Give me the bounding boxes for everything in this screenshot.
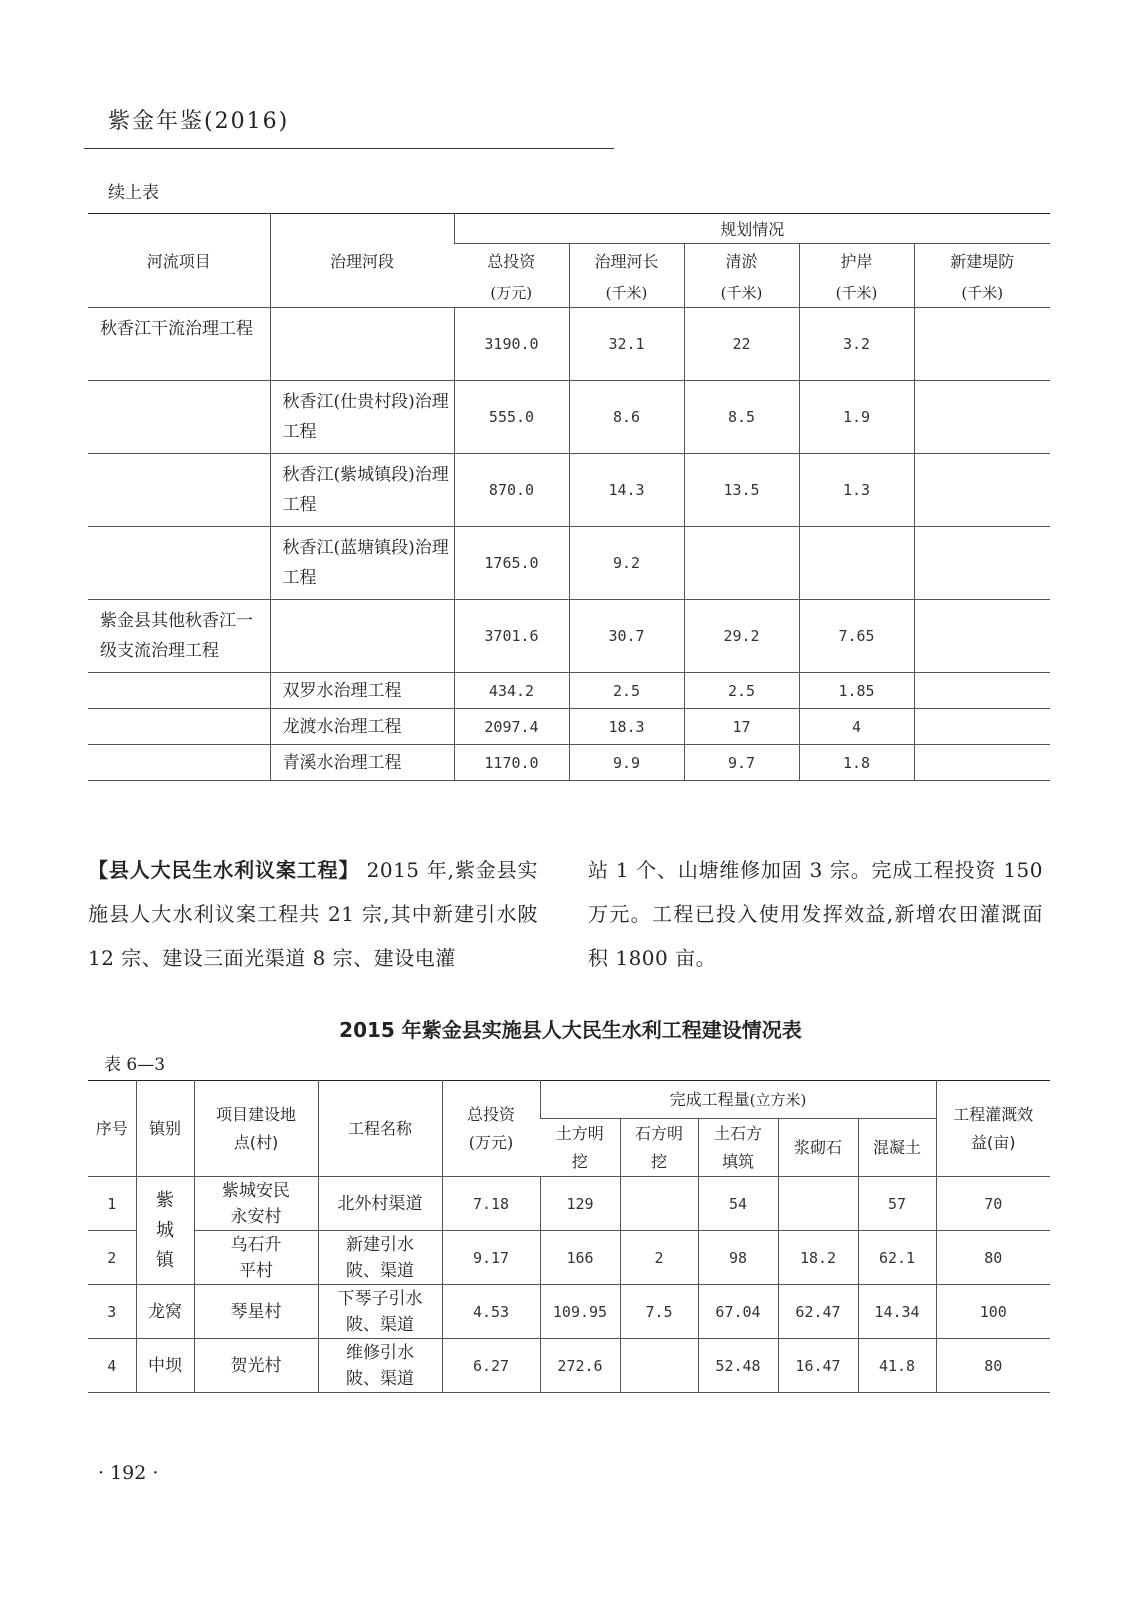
col-benefit: 工程灌溉效益(亩) [936,1081,1050,1177]
col-dredge: 清淤 (千米) [684,244,799,308]
table-row: 双罗水治理工程 434.2 2.5 2.5 1.85 [88,673,1050,709]
table-row: 紫金县其他秋香江一级支流治理工程 3701.6 30.7 29.2 7.65 [88,600,1050,673]
town-zicheng: 紫城镇 [136,1177,194,1285]
col-rock-excavation: 石方明挖 [620,1119,698,1177]
table-row: 秋香江(蓝塘镇段)治理工程 1765.0 9.2 [88,527,1050,600]
table-row: 秋香江(紫城镇段)治理工程 870.0 14.3 13.5 1.3 [88,454,1050,527]
river-project-table [88,213,1050,781]
table-row: 青溪水治理工程 1170.0 9.9 9.7 1.8 [88,745,1050,781]
col-seq: 序号 [88,1081,136,1177]
col-investment: 总投资 (万元) [442,1081,540,1177]
col-masonry: 浆砌石 [778,1119,858,1177]
col-revetment: 护岸 (千米) [799,244,914,308]
col-site: 项目建设地点(村) [194,1081,318,1177]
col-concrete: 混凝土 [858,1119,936,1177]
col-project-name: 工程名称 [318,1081,442,1177]
header-rule [84,148,614,149]
col-river: 河流项目 [88,214,270,308]
paragraph-right: 站 1 个、山塘维修加固 3 宗。完成工程投资 150 万元。工程已投入使用发挥效益,新增农田灌溉面积 1800 亩。 [588,858,1043,970]
table2-label: 表 6—3 [104,1055,166,1075]
irrigation-project-table [88,1080,1050,1393]
table-row: 4 中坝 贺光村 维修引水陂、渠道 6.27 272.6 52.48 16.47 41.8 80 [88,1339,1050,1393]
table-row: 秋香江干流治理工程 3190.0 32.1 22 3.2 [88,308,1050,381]
col-invest: 总投资 (万元) [454,244,569,308]
table-row: 2 乌石升平村 新建引水陂、渠道 9.17 166 2 98 18.2 62.1 80 [88,1231,1050,1285]
table-row: 龙渡水治理工程 2097.4 18.3 17 4 [88,709,1050,745]
table-row: 1 紫城镇 紫城安民永安村 北外村渠道 7.18 129 54 57 70 [88,1177,1050,1231]
col-earth-rock-fill: 土石方填筑 [698,1119,778,1177]
col-planning: 规划情况 [454,214,1050,244]
running-header: 紫金年鉴(2016) [108,109,290,134]
paragraph-left-text: 2015 年,紫金县实施县人大水利议案工程共 21 宗,其中新建引水陂 12 宗、建设三面光渠道 8 宗、建设电灌 [88,858,538,970]
col-work-volume: 完成工程量(立方米) [540,1081,936,1119]
page-number: · 192 · [98,1462,159,1484]
table-row: 秋香江(仕贵村段)治理工程 555.0 8.6 8.5 1.9 [88,381,1050,454]
continued-note: 续上表 [108,183,159,203]
table2-title: 2015 年紫金县实施县人大民生水利工程建设情况表 [339,1018,802,1042]
col-levee: 新建堤防 (千米) [914,244,1050,308]
col-section: 治理河段 [270,214,454,308]
col-earth-excavation: 土方明挖 [540,1119,620,1177]
paragraph-lead: 【县人大民生水利议案工程】 [88,858,360,882]
paragraph-left [88,848,538,980]
col-town: 镇别 [136,1081,194,1177]
table-row: 3 龙窝 琴星村 下琴子引水陂、渠道 4.53 109.95 7.5 67.04 62.47 14.34 100 [88,1285,1050,1339]
col-length: 治理河长 (千米) [569,244,684,308]
